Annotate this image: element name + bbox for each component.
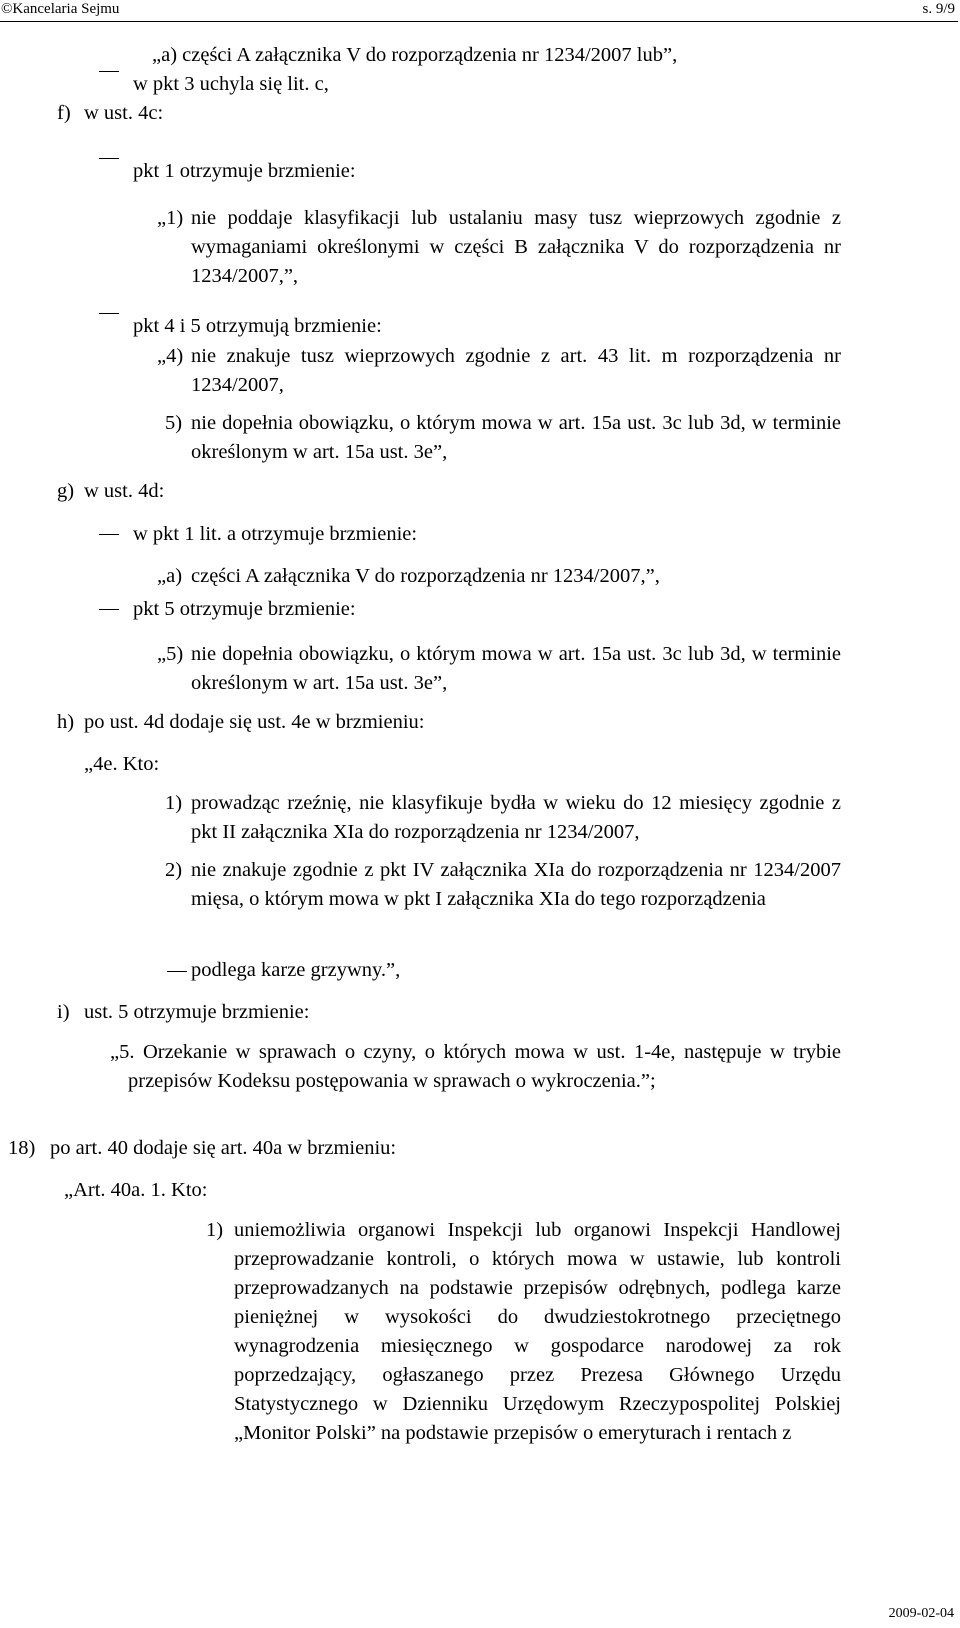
g-pkt1-heading: w pkt 1 lit. a otrzymuje brzmienie: [133,523,418,545]
item-text-f: w ust. 4c: [84,102,164,124]
h-1-label: 1) [165,792,183,814]
line-pkt3: w pkt 3 uchyla się lit. c, [133,73,329,95]
f-pkt5-label: 5) [165,412,183,434]
header-left: ©Kancelaria Sejmu [1,1,120,17]
art40a-heading: „Art. 40a. 1. Kto: [64,1179,208,1201]
f-pkt4-label: „4) [157,345,184,367]
dash [99,313,119,314]
g-pkt5-heading: pkt 5 otrzymuje brzmienie: [133,598,356,620]
g-a-label: „a) [157,565,183,587]
dash [99,71,119,72]
f-pkt4-text: nie znakuje tusz wieprzowych zgodnie z art. 43 lit. m rozporządzenia nr 1234/2007, [191,345,841,396]
dash [99,534,119,535]
f-pkt1-heading: pkt 1 otrzymuje brzmienie: [133,160,356,182]
art40a-1-label: 1) [206,1219,224,1241]
footer-date: 2009-02-04 [888,1606,954,1621]
item-label-h: h) [57,711,75,733]
h-fine-text: podlega karze grzywny.”, [191,959,401,981]
f-pkt5-text: nie dopełnia obowiązku, o którym mowa w art. 15a ust. 3c lub 3d, w terminie określonym w art. 15a ust. 3e”, [191,412,841,463]
art40a-1-text: uniemożliwia organowi Inspekcji lub organowi Inspekcji Handlowej przeprowadzanie kontroli, o których mowa w ustawie, lub kontroli przeprowadzanych na podstawie przepisów odrębnych, podlega karze pieniężnej w wysokości do dwudziestokrotnego przeciętnego wynagrodzenia miesięcznego w gospodarce narodowej za rok poprzedzający, ogłaszanego przez Prezesa Głównego Urzędu Statystycznego w Dzienniku Urzędowym Rzeczypospolitej Polskiej „Monitor Polski” na podstawie przepisów o emeryturach i rentach z [234,1219,841,1444]
dash [167,971,187,972]
header-rule [0,21,958,22]
header-page-number: s. 9/9 [922,1,955,17]
h-2-label: 2) [165,859,183,881]
h-2-text: nie znakuje zgodnie z pkt IV załącznika XIa do rozporządzenia nr 1234/2007 mięsa, o którym mowa w pkt I załącznika XIa do tego rozporządzenia [191,859,841,910]
dash [99,609,119,610]
point-label-18: 18) [8,1137,36,1159]
f-pkt1-label: „1) [157,207,184,229]
point-text-18: po art. 40 dodaje się art. 40a w brzmieniu: [50,1137,397,1159]
dash [99,158,119,159]
g-a-text: części A załącznika V do rozporządzenia nr 1234/2007,”, [191,565,660,587]
item-text-h: po ust. 4d dodaje się ust. 4e w brzmieniu: [84,711,425,733]
i-5-text: „5. Orzekanie w sprawach o czyny, o których mowa w ust. 1-4e, następuje w trybie przepisów Kodeksu postępowania w sprawach o wykroczenia.”; [110,1041,841,1092]
f-pkt1-text: nie poddaje klasyfikacji lub ustalaniu masy tusz wieprzowych zgodnie z wymaganiami określonymi w części B załącznika V do rozporządzenia nr 1234/2007,”, [191,207,841,287]
item-text-g: w ust. 4d: [84,480,165,502]
h-1-text: prowadząc rzeźnię, nie klasyfikuje bydła w wieku do 12 miesięcy zgodnie z pkt II załącznika XIa do rozporządzenia nr 1234/2007, [191,792,841,843]
item-label-f: f) [57,102,71,124]
f-pkt45-heading: pkt 4 i 5 otrzymują brzmienie: [133,315,382,337]
line-a-continued: „a) części A załącznika V do rozporządzenia nr 1234/2007 lub”, [152,44,678,66]
g-pkt5-text: nie dopełnia obowiązku, o którym mowa w art. 15a ust. 3c lub 3d, w terminie określonym w art. 15a ust. 3e”, [191,643,841,694]
item-text-i: ust. 5 otrzymuje brzmienie: [84,1001,310,1023]
h-4e-heading: „4e. Kto: [84,753,160,775]
item-label-g: g) [57,480,75,502]
g-pkt5-label: „5) [157,643,184,665]
item-label-i: i) [57,1001,70,1023]
